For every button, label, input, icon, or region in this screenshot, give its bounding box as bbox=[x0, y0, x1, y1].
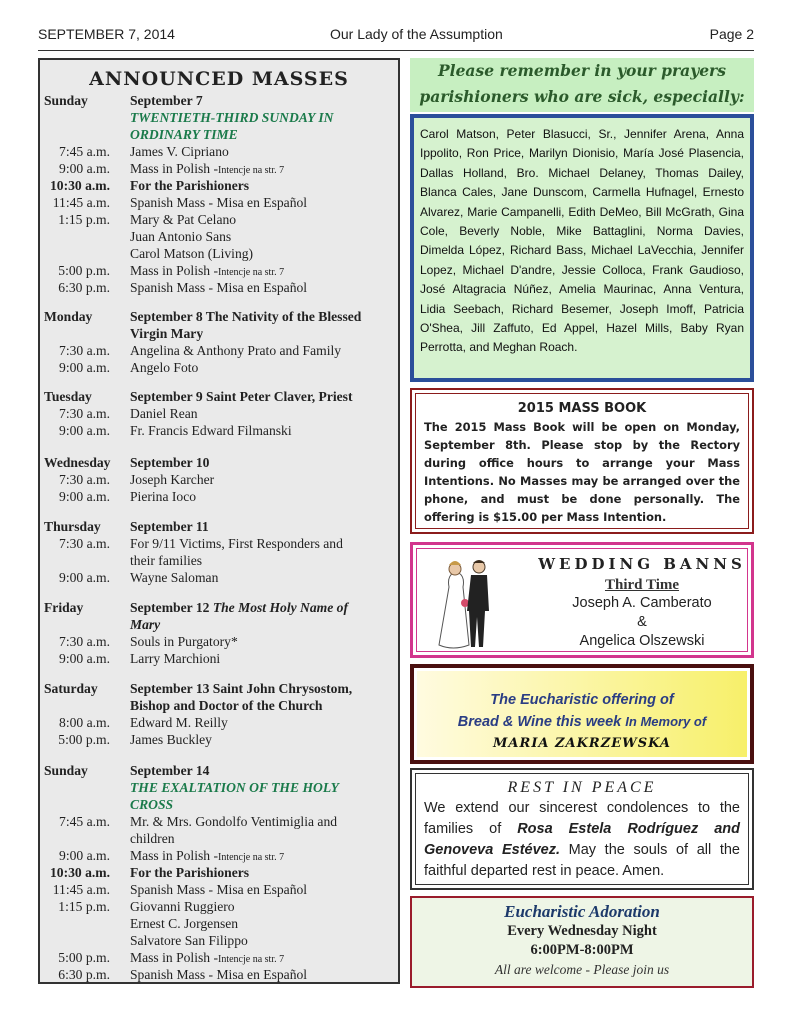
masses-title: ANNOUNCED MASSES bbox=[89, 68, 349, 90]
adoration-time: 6:00PM-8:00PM bbox=[530, 942, 634, 958]
eucharistic-offering-content bbox=[417, 671, 747, 757]
mass-time: 11:45 a.m. bbox=[52, 882, 110, 897]
mass-intention-text: For 9/11 Victims, First Responders and bbox=[130, 536, 343, 551]
wedding-banns-title: WEDDING BANNS bbox=[538, 555, 746, 573]
mass-time: 1:15 p.m. bbox=[58, 212, 110, 227]
bride-name: Angelica Olszewski bbox=[579, 633, 705, 649]
rest-in-peace-content bbox=[415, 773, 749, 885]
mass-book-title: 2015 MASS BOOK bbox=[517, 401, 647, 416]
mass-intention bbox=[130, 814, 398, 831]
prayer-heading-line1: Please remember in your prayers bbox=[438, 61, 726, 80]
mass-time: 11:45 a.m. bbox=[52, 195, 110, 210]
page-header bbox=[38, 26, 754, 48]
header-divider bbox=[38, 50, 754, 51]
parish-name: Our Lady of the Assumption bbox=[330, 26, 503, 42]
mass-intention-text: Virgin Mary bbox=[130, 326, 204, 341]
announced-masses-panel bbox=[38, 58, 400, 984]
mass-intention-text: Edward M. Reilly bbox=[130, 715, 228, 730]
mass-intention bbox=[130, 280, 398, 297]
mass-intention-text: children bbox=[130, 831, 175, 846]
mass-intention-text: Bishop and Doctor of the Church bbox=[130, 698, 323, 713]
mass-day: Thursday bbox=[44, 519, 101, 534]
mass-intention-text: Larry Marchioni bbox=[130, 651, 221, 666]
mass-intention bbox=[130, 780, 398, 797]
mass-intention bbox=[130, 899, 398, 916]
prayer-heading-line2: parishioners who are sick, especially: bbox=[419, 87, 745, 106]
mass-intention bbox=[130, 536, 398, 553]
adoration-title: Eucharistic Adoration bbox=[504, 902, 660, 921]
mass-time: 8:00 a.m. bbox=[59, 715, 110, 730]
mass-time: 7:30 a.m. bbox=[59, 343, 110, 358]
mass-intention bbox=[130, 178, 398, 195]
mass-intention bbox=[130, 263, 398, 282]
mass-intention bbox=[130, 967, 398, 984]
mass-intention bbox=[130, 634, 398, 651]
mass-intention bbox=[130, 570, 398, 587]
mass-intention-text: For the Parishioners bbox=[130, 865, 250, 880]
offering-memorial-name: MARIA ZAKRZEWSKA bbox=[493, 736, 671, 751]
mass-day: Sunday bbox=[44, 93, 88, 108]
mass-intention bbox=[130, 519, 398, 536]
mass-intention bbox=[130, 916, 398, 933]
mass-intention-text: For the Parishioners bbox=[130, 178, 250, 193]
mass-time: 7:30 a.m. bbox=[59, 406, 110, 421]
mass-intention bbox=[130, 93, 398, 110]
mass-intention bbox=[130, 246, 398, 263]
mass-intention bbox=[130, 455, 398, 472]
mass-intention-text: Juan Antonio Sans bbox=[130, 229, 232, 244]
mass-intention-text: Spanish Mass - Misa en Español bbox=[130, 195, 308, 210]
mass-intention-text: James Buckley bbox=[130, 732, 212, 747]
mass-intention-text: Carol Matson (Living) bbox=[130, 246, 254, 261]
mass-intention bbox=[130, 360, 398, 377]
mass-intention bbox=[130, 950, 398, 969]
mass-time: 10:30 a.m. bbox=[49, 178, 110, 193]
mass-intention-italic: Mary bbox=[130, 617, 161, 632]
mass-intention bbox=[130, 865, 398, 882]
mass-intention-text: September 8 The Nativity of the Blessed bbox=[130, 309, 362, 324]
wedding-banns-subtitle: Third Time bbox=[604, 577, 680, 593]
adoration-invite: All are welcome - Please join us bbox=[494, 962, 670, 977]
mass-intention-text: Souls in Purgatory* bbox=[130, 634, 238, 649]
mass-time: 6:30 p.m. bbox=[58, 280, 110, 295]
mass-time: 9:00 a.m. bbox=[59, 360, 110, 375]
offering-line2 bbox=[417, 711, 747, 733]
mass-intention bbox=[130, 882, 398, 899]
mass-intention-text: September 9 Saint Peter Claver, Priest bbox=[130, 389, 353, 404]
mass-intention bbox=[130, 553, 398, 570]
groom-name: Joseph A. Camberato bbox=[572, 595, 712, 611]
mass-intention bbox=[130, 831, 398, 848]
mass-time: 5:00 p.m. bbox=[58, 732, 110, 747]
mass-intention-text: September 12 bbox=[130, 600, 213, 615]
bride-and-groom-icon bbox=[431, 557, 501, 653]
mass-day: Saturday bbox=[44, 681, 98, 696]
rip-title: REST IN PEACE bbox=[507, 779, 657, 796]
mass-intention-text: James V. Cipriano bbox=[130, 144, 229, 159]
mass-intention-text: Spanish Mass - Misa en Español bbox=[130, 967, 308, 982]
mass-time: 9:00 a.m. bbox=[59, 423, 110, 438]
mass-intention-text: Mass in Polish - bbox=[130, 161, 218, 176]
mass-intention bbox=[130, 229, 398, 246]
mass-time: 9:00 a.m. bbox=[59, 848, 110, 863]
wedding-banns bbox=[410, 542, 754, 658]
mass-intention bbox=[130, 698, 398, 715]
mass-day: Monday bbox=[44, 309, 93, 324]
rip-names: Rosa Estela Rodríguez and Genoveva Estévez. bbox=[424, 821, 740, 858]
mass-intention bbox=[130, 617, 398, 634]
mass-intention bbox=[130, 489, 398, 506]
mass-intention-text: September 10 bbox=[130, 455, 210, 470]
sick-names: Carol Matson, Peter Blasucci, Sr., Jennifer Arena, Anna Ippolito, Ron Price, Marilyn Dionisio, María José Plasencia, Dallas Holland, Bro. Michael Delaney, Thomas Dailey, Blanca Cales, Jane Dunscom, Carmella Hufnagel, Ernesto Alvarez, Marie Campanelli, Edith DeMeo, Bill McGrath, Gina Cole, Beverly Noble, Mike Battaglini, Norma Davies, Dimelda López, Richard Bass, Michael LaVecchia, Jennifer Lopez, Michael D'andre, Jessie Colloca, Frank Gaudioso, José Altagracia Núñez, Amelia Maurinac, Anna Ventura, Lidia Seebach, Richard Besemer, Joseph Imoff, Patricia O'Shea, Jill Zaffuto, Ed Appel, Hazel Mills, Baby Ryan Perrotta, and Meghan Roach. bbox=[420, 127, 744, 355]
polish-intention-note: Intencje na str. 7 bbox=[218, 852, 285, 863]
offering-line2-b: In Memory of bbox=[625, 714, 707, 729]
mass-intention-text: September 13 Saint John Chrysostom, bbox=[130, 681, 353, 696]
mass-intention-text: September 11 bbox=[130, 519, 209, 534]
mass-book-notice bbox=[410, 388, 754, 534]
mass-intention-text: TWENTIETH-THIRD SUNDAY IN bbox=[130, 110, 334, 125]
mass-intention bbox=[130, 127, 398, 144]
sick-list bbox=[410, 114, 754, 382]
mass-intention bbox=[130, 651, 398, 668]
mass-intention-text: THE EXALTATION OF THE HOLY bbox=[130, 780, 339, 795]
mass-intention-italic: The Most Holy Name of bbox=[212, 600, 348, 615]
mass-day: Sunday bbox=[44, 763, 88, 778]
polish-intention-note: Intencje na str. 7 bbox=[218, 954, 285, 965]
mass-intention bbox=[130, 763, 398, 780]
mass-time: 5:00 p.m. bbox=[58, 950, 110, 965]
mass-intention-text: Spanish Mass - Misa en Español bbox=[130, 882, 308, 897]
mass-intention bbox=[130, 406, 398, 423]
polish-intention-note: Intencje na str. 7 bbox=[218, 267, 285, 278]
page-number: Page 2 bbox=[709, 26, 754, 42]
mass-time: 9:00 a.m. bbox=[59, 161, 110, 176]
mass-intention-text: September 14 bbox=[130, 763, 210, 778]
mass-intention-text: their families bbox=[130, 553, 203, 568]
mass-intention-text: Mass in Polish - bbox=[130, 848, 218, 863]
mass-intention bbox=[130, 600, 398, 617]
mass-intention bbox=[130, 933, 398, 950]
mass-intention-text: Ernest C. Jorgensen bbox=[130, 916, 239, 931]
mass-intention bbox=[130, 681, 398, 698]
mass-intention-text: Angelo Foto bbox=[130, 360, 199, 375]
mass-day: Wednesday bbox=[44, 455, 111, 470]
mass-intention bbox=[130, 732, 398, 749]
mass-time: 9:00 a.m. bbox=[59, 489, 110, 504]
mass-intention bbox=[130, 144, 398, 161]
mass-intention-text: Mr. & Mrs. Gondolfo Ventimiglia and bbox=[130, 814, 338, 829]
mass-time: 10:30 a.m. bbox=[49, 865, 110, 880]
offering-line2-a: Bread & Wine this week bbox=[457, 714, 626, 730]
wedding-banns-content bbox=[416, 548, 748, 652]
mass-time: 9:00 a.m. bbox=[59, 570, 110, 585]
mass-intention bbox=[130, 423, 398, 440]
mass-intention-text: Spanish Mass - Misa en Español bbox=[130, 280, 308, 295]
mass-time: 6:30 p.m. bbox=[58, 967, 110, 982]
offering-line1: The Eucharistic offering of bbox=[490, 692, 674, 708]
mass-time: 7:30 a.m. bbox=[59, 634, 110, 649]
mass-intention bbox=[130, 389, 398, 406]
eucharistic-offering-notice bbox=[410, 664, 754, 764]
mass-intention bbox=[130, 110, 398, 127]
mass-intention bbox=[130, 212, 398, 229]
mass-intention-text: CROSS bbox=[130, 797, 174, 812]
mass-intention-text: Fr. Francis Edward Filmanski bbox=[130, 423, 292, 438]
mass-time: 7:30 a.m. bbox=[59, 536, 110, 551]
mass-intention-text: Giovanni Ruggiero bbox=[130, 899, 235, 914]
mass-book-body: The 2015 Mass Book will be open on Monday, September 8th. Please stop by the Rectory during office hours to arrange your Mass Intentions. No Masses may be arranged over the phone, and must be done personally. The offering is $15.00 per Mass Intention. bbox=[424, 420, 740, 524]
mass-intention bbox=[130, 797, 398, 814]
mass-intention-text: Daniel Rean bbox=[130, 406, 198, 421]
prayer-heading bbox=[410, 58, 754, 112]
mass-intention bbox=[130, 472, 398, 489]
mass-intention-text: September 7 bbox=[130, 93, 203, 108]
bulletin-date: SEPTEMBER 7, 2014 bbox=[38, 26, 175, 42]
polish-intention-note: Intencje na str. 7 bbox=[218, 165, 285, 176]
mass-intention bbox=[130, 161, 398, 180]
mass-intention-text: Mary & Pat Celano bbox=[130, 212, 237, 227]
rip-text2: May the souls of all the faithful departed rest in peace. Amen. bbox=[424, 842, 740, 879]
mass-intention-text: Salvatore San Filippo bbox=[130, 933, 248, 948]
rip-text1: We extend our sincerest condolences to the families of bbox=[424, 800, 740, 837]
eucharistic-adoration-notice bbox=[410, 896, 754, 988]
mass-time: 5:00 p.m. bbox=[58, 263, 110, 278]
mass-time: 7:30 a.m. bbox=[59, 472, 110, 487]
mass-intention bbox=[130, 195, 398, 212]
mass-book-content bbox=[415, 393, 749, 529]
mass-day: Friday bbox=[44, 600, 84, 615]
mass-intention-text: Pierina Ioco bbox=[130, 489, 197, 504]
mass-time: 9:00 a.m. bbox=[59, 651, 110, 666]
mass-intention bbox=[130, 848, 398, 867]
mass-intention-text: Joseph Karcher bbox=[130, 472, 215, 487]
mass-intention bbox=[130, 326, 398, 343]
mass-day: Tuesday bbox=[44, 389, 92, 404]
mass-time: 7:45 a.m. bbox=[59, 814, 110, 829]
mass-intention-text: ORDINARY TIME bbox=[130, 127, 238, 142]
ampersand: & bbox=[637, 614, 647, 630]
mass-time: 7:45 a.m. bbox=[59, 144, 110, 159]
mass-intention bbox=[130, 343, 398, 360]
mass-intention bbox=[130, 715, 398, 732]
mass-intention-text: Mass in Polish - bbox=[130, 950, 218, 965]
adoration-day: Every Wednesday Night bbox=[507, 923, 657, 939]
mass-intention-text: Wayne Saloman bbox=[130, 570, 219, 585]
mass-intention bbox=[130, 309, 398, 326]
mass-time: 1:15 p.m. bbox=[58, 899, 110, 914]
mass-intention-text: Angelina & Anthony Prato and Family bbox=[130, 343, 342, 358]
rest-in-peace-notice bbox=[410, 768, 754, 890]
mass-intention-text: Mass in Polish - bbox=[130, 263, 218, 278]
